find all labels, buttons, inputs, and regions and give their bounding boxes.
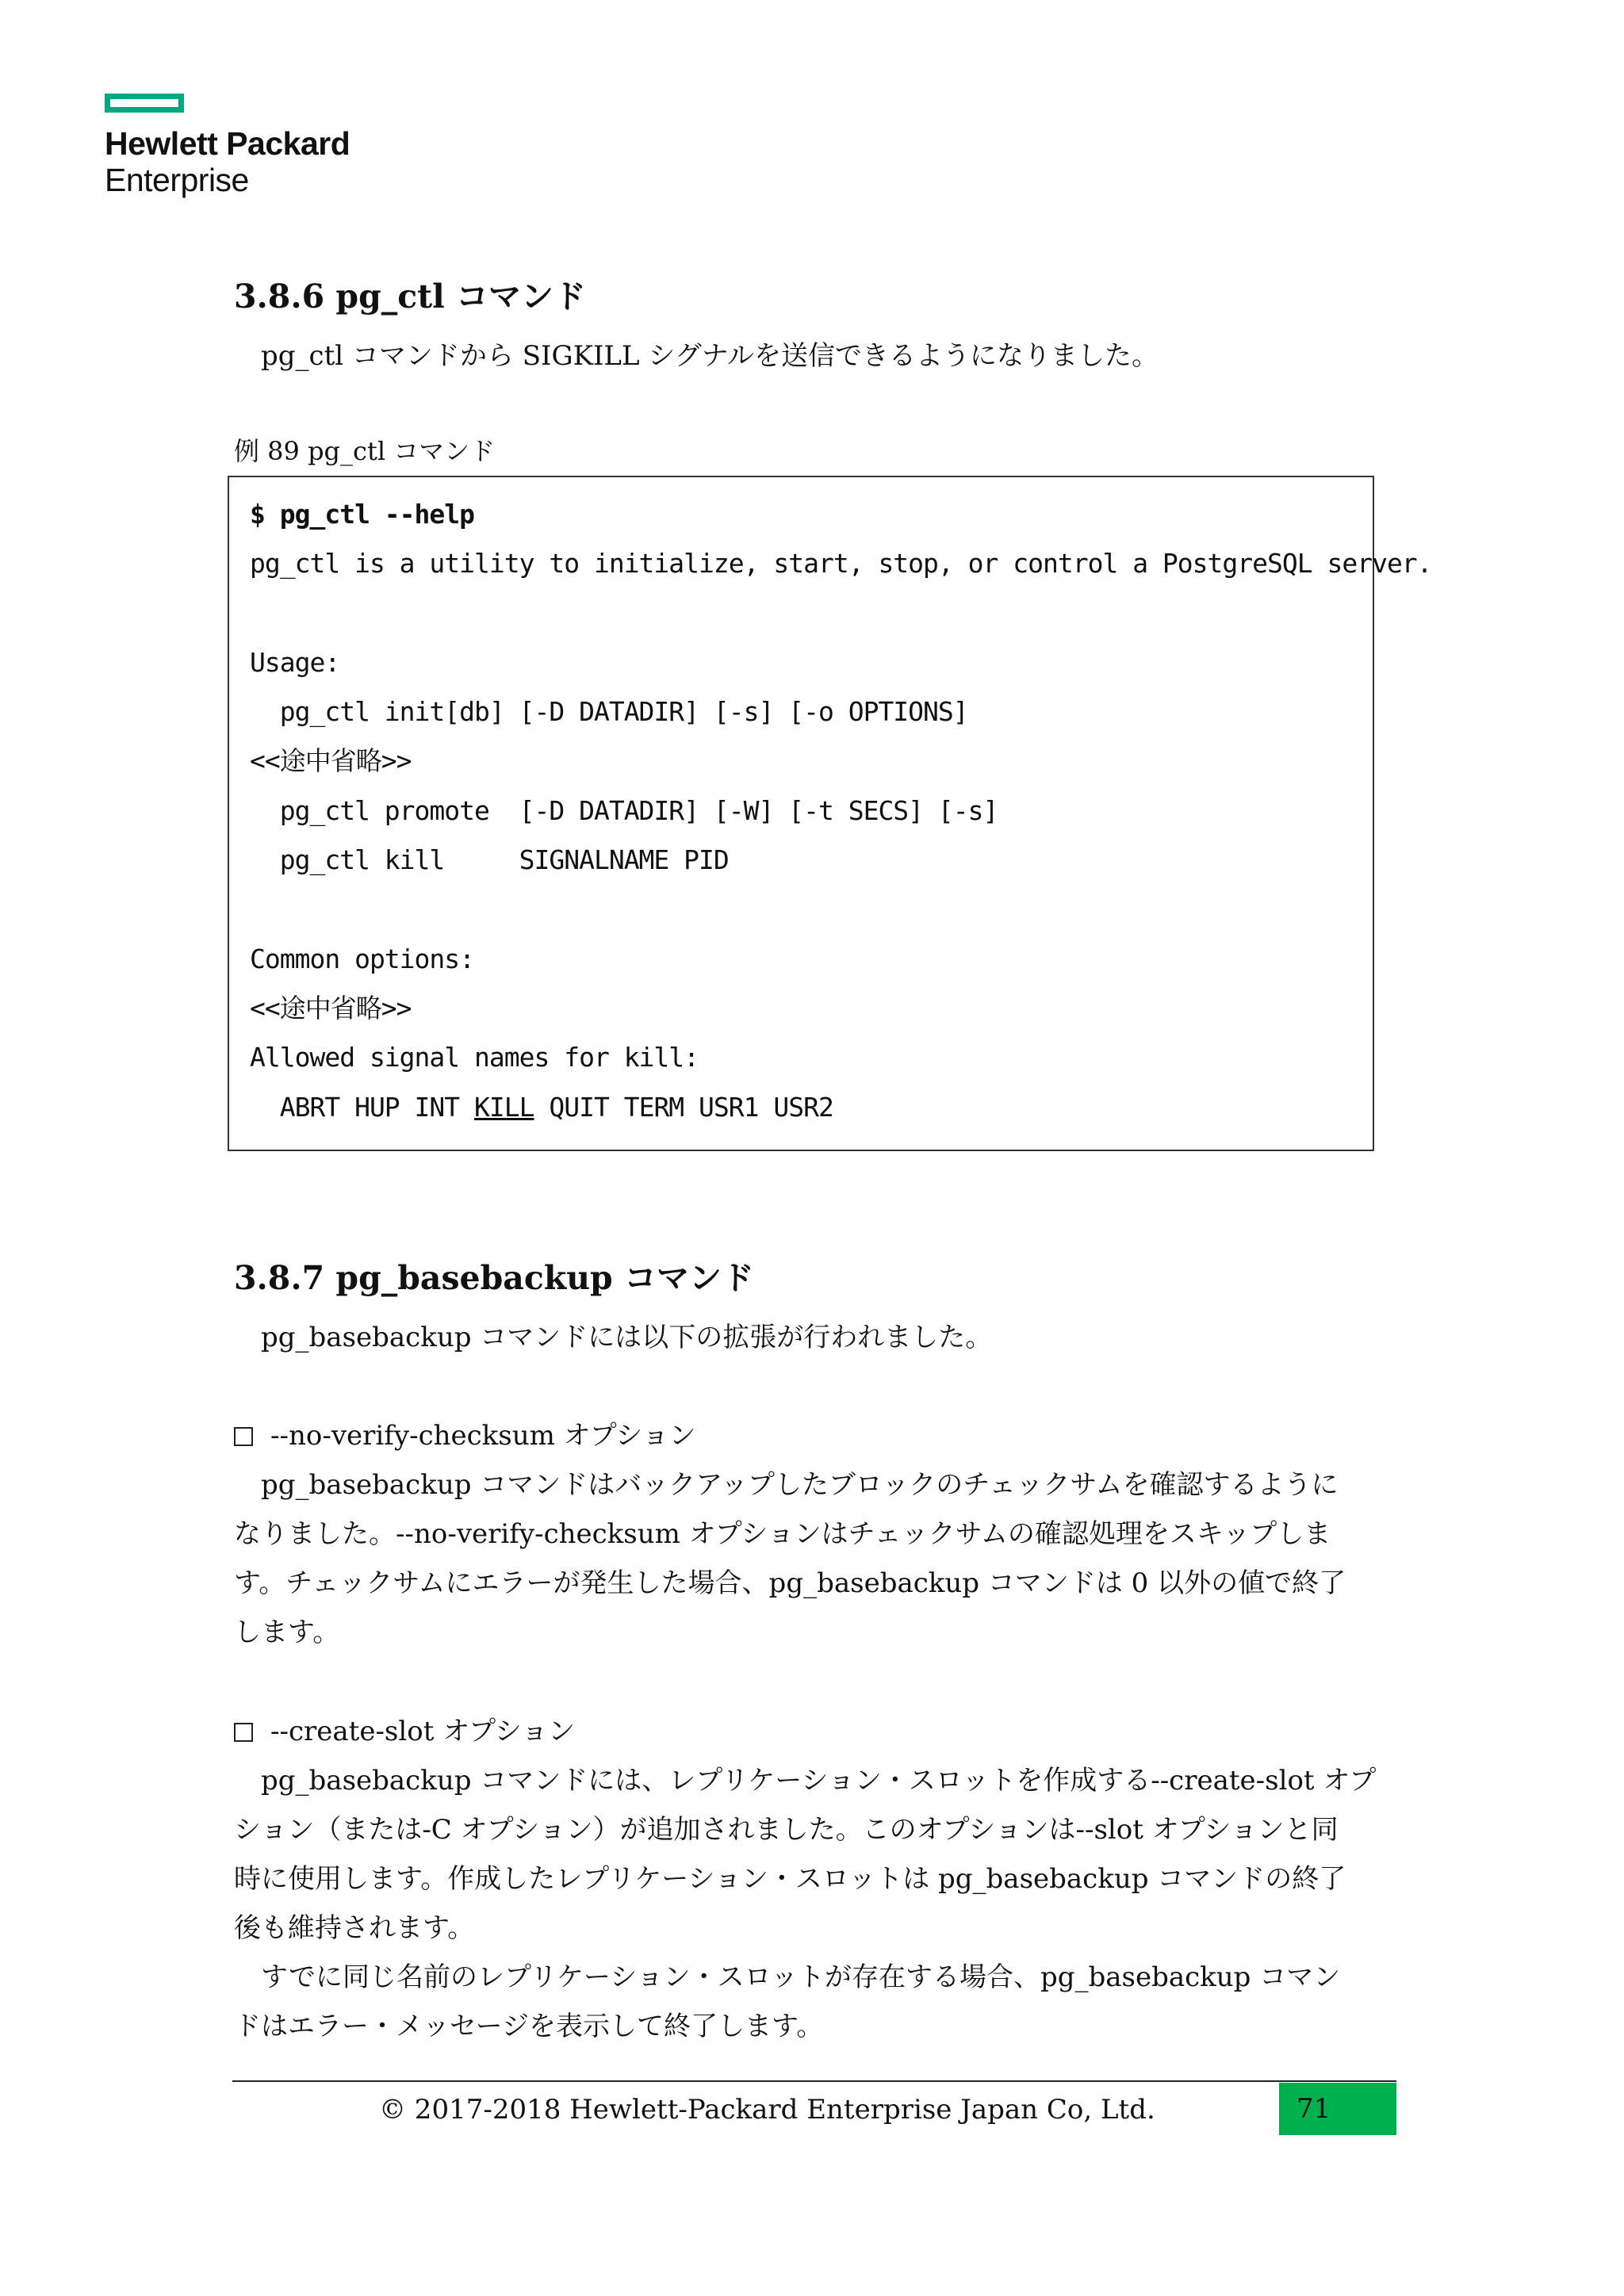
section-387-body: pg_basebackup コマンドには以下の拡張が行われました。	[261, 1322, 993, 1353]
page-number: 71	[1297, 2093, 1331, 2125]
code-line: <<途中省略>>	[250, 745, 412, 777]
section-386-body: pg_ctl コマンドから SIGKILL シグナルを送信できるようになりました。	[261, 340, 1159, 372]
paragraph-line: す。チェックサムにエラーが発生した場合、pg_basebackup コマンドは 0 以外の値で終了	[234, 1567, 1346, 1599]
paragraph-line: pg_basebackup コマンドには、レプリケーション・スロットを作成する--create-slot オプ	[261, 1765, 1377, 1797]
paragraph-line: すでに同じ名前のレプリケーション・スロットが存在する場合、pg_basebackup コマン	[261, 1961, 1341, 1993]
hpe-logo-mark-icon	[105, 94, 184, 113]
paragraph-line: なりました。--no-verify-checksum オプションはチェックサムの確認処理をスキップしま	[234, 1518, 1331, 1550]
code-line: Allowed signal names for kill:	[250, 1042, 699, 1073]
code-line: pg_ctl kill SIGNALNAME PID	[250, 844, 729, 876]
paragraph-line: ション（または-C オプション）が追加されました。このオプションは--slot オプションと同	[234, 1814, 1339, 1846]
section-heading-386: 3.8.6 pg_ctl コマンド	[234, 277, 586, 316]
code-line: pg_ctl is a utility to initialize, start, stop, or control a PostgreSQL server.	[250, 548, 1432, 580]
code-line: pg_ctl init[db] [-D DATADIR] [-s] [-o OPTIONS]	[250, 696, 968, 728]
logo-text-line1: Hewlett Packard	[105, 125, 350, 162]
code-line: <<途中省略>>	[250, 992, 412, 1024]
code-block	[228, 476, 1432, 1151]
code-line: pg_ctl promote [-D DATADIR] [-W] [-t SECS] [-s]	[250, 794, 998, 826]
paragraph-line: ドはエラー・メッセージを表示して終了します。	[234, 2011, 824, 2042]
page-number-badge	[1279, 2083, 1396, 2135]
bullet-title: --no-verify-checksum オプション	[270, 1420, 696, 1452]
paragraph-line: します。	[234, 1617, 340, 1648]
section-heading-387: 3.8.7 pg_basebackup コマンド	[234, 1259, 754, 1297]
code-line	[250, 589, 1373, 638]
bullet-no-verify-checksum	[234, 1411, 696, 1460]
signals-suffix: QUIT TERM USR1 USR2	[534, 1091, 833, 1123]
code-line: Usage:	[250, 646, 340, 678]
code-line: $ pg_ctl --help	[250, 499, 475, 530]
checkbox-bullet-icon	[234, 1723, 253, 1742]
bullet-title: --create-slot オプション	[270, 1716, 576, 1747]
checkbox-bullet-icon	[234, 1427, 253, 1446]
paragraph-line: 時に使用します。作成したレプリケーション・スロットは pg_basebackup コマンドの終了	[234, 1863, 1346, 1895]
signals-prefix: ABRT HUP INT	[250, 1091, 475, 1123]
hpe-logo	[105, 94, 350, 198]
footer-rule	[232, 2080, 1396, 2082]
code-line-signals	[250, 1083, 1373, 1132]
bullet-create-slot	[234, 1707, 575, 1756]
signal-kill-underlined: KILL	[474, 1091, 534, 1123]
code-line	[250, 885, 1373, 934]
code-line: Common options:	[250, 943, 475, 974]
footer-copyright: © 2017-2018 Hewlett-Packard Enterprise Japan Co, Ltd.	[379, 2094, 1155, 2126]
example-caption: 例 89 pg_ctl コマンド	[234, 436, 496, 466]
paragraph-line: 後も維持されます。	[234, 1912, 475, 1944]
logo-text-line2: Enterprise	[105, 162, 249, 198]
paragraph-line: pg_basebackup コマンドはバックアップしたブロックのチェックサムを確認するように	[261, 1469, 1339, 1501]
